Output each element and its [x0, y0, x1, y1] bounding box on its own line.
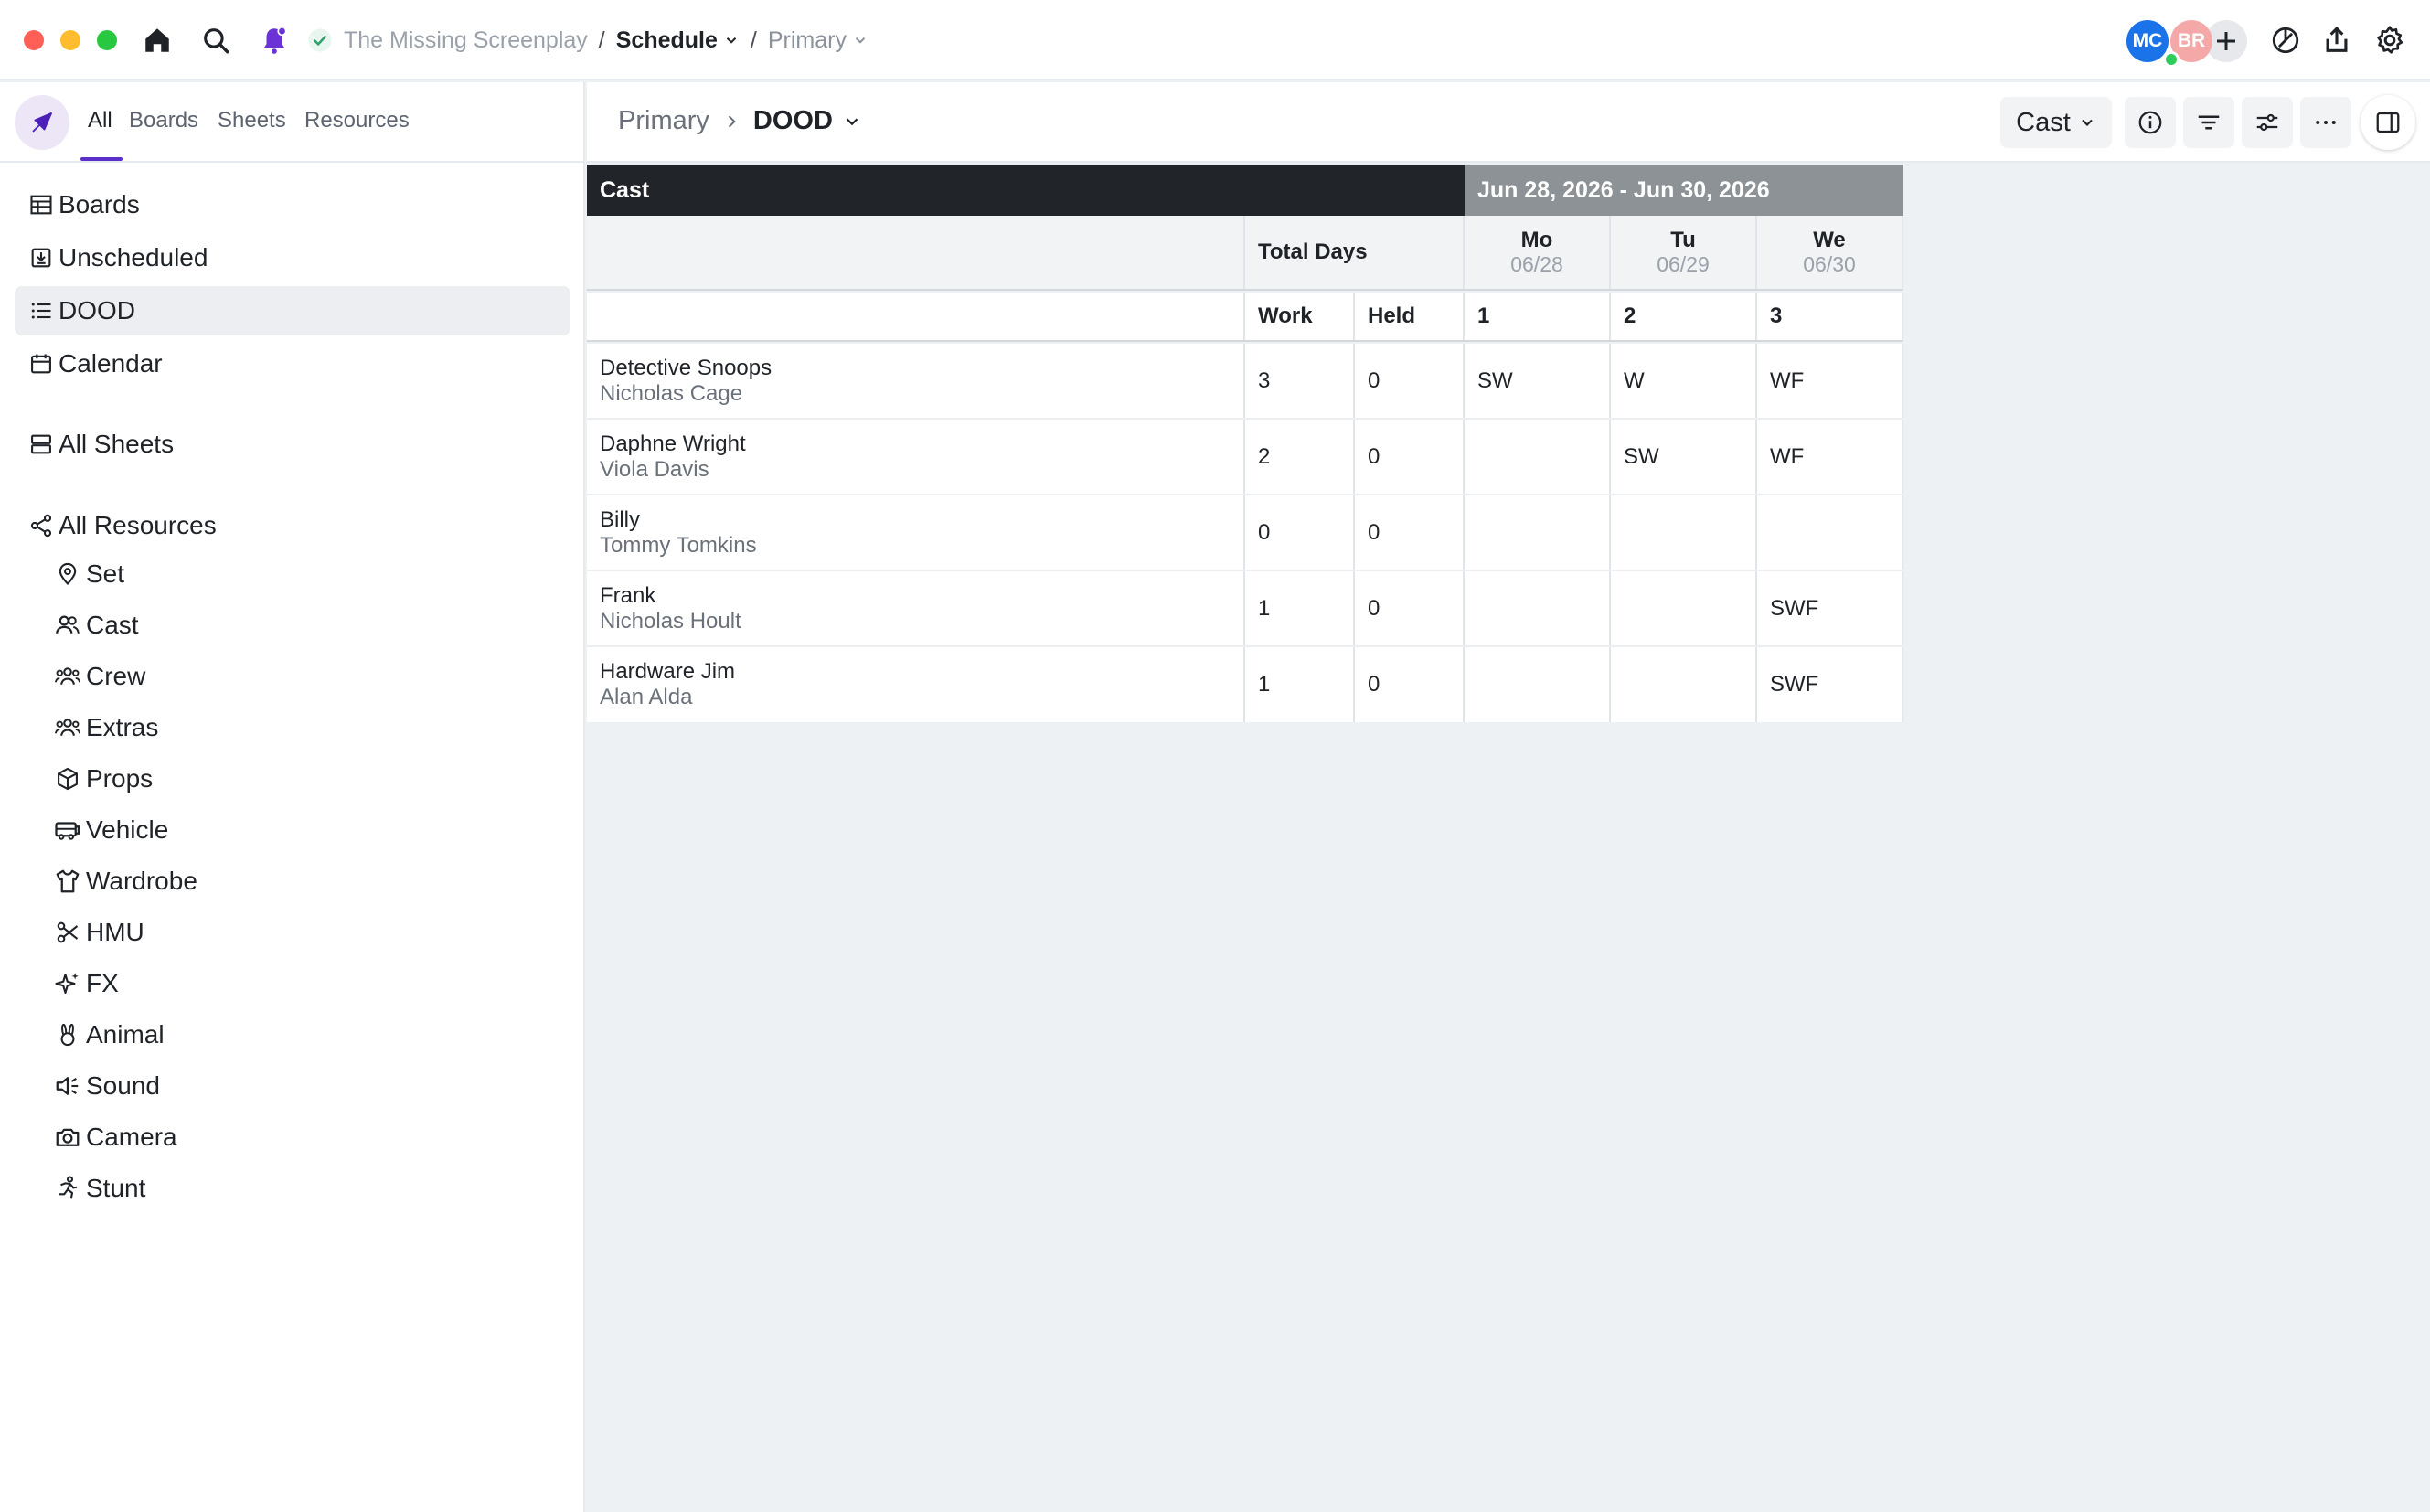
bell-icon[interactable] [254, 20, 294, 60]
table-row[interactable] [587, 647, 1903, 722]
users-icon [53, 611, 82, 640]
panel-toggle-icon[interactable] [2361, 95, 2415, 150]
day-cell[interactable] [1465, 571, 1611, 645]
resource-item-camera[interactable]: Camera [53, 1114, 177, 1160]
cast-name-cell[interactable]: Detective Snoops Nicholas Cage [587, 344, 1245, 418]
resource-item-extras[interactable]: Extras [53, 705, 158, 751]
day-cell[interactable]: WF [1757, 420, 1903, 494]
group-icon [53, 713, 82, 742]
table-header-days-row [587, 216, 1903, 291]
box-icon [53, 764, 82, 793]
day-header: Tu 06/29 [1611, 216, 1757, 289]
cast-name-cell[interactable]: Frank Nicholas Hoult [587, 571, 1245, 645]
list-icon [27, 297, 55, 325]
project-name-link[interactable]: The Missing Screenplay [344, 27, 588, 53]
name-column-header [587, 216, 1245, 289]
window-close-button[interactable] [24, 30, 44, 50]
resource-item-cast[interactable]: Cast [53, 602, 139, 648]
day-cell[interactable]: WF [1757, 344, 1903, 418]
day-cell[interactable]: SW [1465, 344, 1611, 418]
breadcrumb-primary-link[interactable]: Primary [618, 106, 709, 135]
camera-icon [53, 1123, 82, 1152]
sliders-icon[interactable] [2242, 97, 2293, 148]
view-breadcrumb [618, 106, 862, 136]
table-icon [27, 191, 55, 218]
day-cell[interactable] [1757, 495, 1903, 570]
cast-filter-dropdown[interactable]: Cast [2000, 97, 2112, 148]
bus-icon [53, 815, 82, 845]
tab-boards[interactable]: Boards [129, 108, 199, 133]
chevron-down-icon[interactable] [852, 32, 869, 48]
resource-item-stunt[interactable]: Stunt [53, 1166, 145, 1211]
chevron-down-icon[interactable] [723, 32, 740, 48]
resource-item-wardrobe[interactable]: Wardrobe [53, 858, 197, 904]
day-cell[interactable]: W [1611, 344, 1757, 418]
cast-header: Cast [587, 165, 1465, 216]
cast-name-cell[interactable]: Daphne Wright Viola Davis [587, 420, 1245, 494]
resource-item-animal[interactable]: Animal [53, 1012, 165, 1058]
active-tab-indicator [80, 157, 123, 161]
day-cell[interactable]: SWF [1757, 647, 1903, 722]
avatar[interactable]: MC [2126, 20, 2169, 62]
day-number-header: 2 [1611, 293, 1757, 340]
running-person-icon [53, 1174, 82, 1203]
total-days-header: Total Days [1245, 216, 1465, 289]
table-header-group-row [587, 165, 1903, 216]
search-icon[interactable] [196, 20, 236, 60]
shirt-icon [53, 867, 82, 896]
view-title-dropdown[interactable]: DOOD [752, 106, 833, 135]
held-cell: 0 [1355, 571, 1465, 645]
tab-sheets[interactable]: Sheets [218, 108, 286, 133]
map-pin-icon [53, 559, 82, 589]
share-icon[interactable] [2317, 20, 2357, 60]
day-number-header: 1 [1465, 293, 1611, 340]
sidebar-item-calendar[interactable]: Calendar [15, 339, 570, 389]
day-cell[interactable] [1611, 647, 1757, 722]
day-header: We 06/30 [1757, 216, 1903, 289]
activity-icon[interactable] [2265, 20, 2306, 60]
table-row[interactable] [587, 495, 1903, 571]
resource-item-fx[interactable]: FX [53, 961, 119, 1006]
sidebar-item-all-resources[interactable]: All Resources [15, 501, 570, 550]
sidebar-tabs [0, 82, 585, 163]
table-row[interactable] [587, 571, 1903, 647]
day-cell[interactable] [1611, 495, 1757, 570]
held-cell: 0 [1355, 344, 1465, 418]
home-icon[interactable] [137, 20, 177, 60]
resource-item-vehicle[interactable]: Vehicle [53, 807, 168, 853]
chevron-right-icon [722, 112, 741, 131]
primary-dropdown[interactable]: Primary [767, 27, 847, 53]
content-header [587, 82, 2430, 163]
work-cell: 1 [1245, 647, 1355, 722]
table-row[interactable] [587, 344, 1903, 420]
held-header: Held [1355, 293, 1465, 340]
day-cell[interactable] [1465, 420, 1611, 494]
group-icon [53, 662, 82, 691]
workspace-logo-icon[interactable] [15, 95, 69, 150]
info-icon[interactable] [2125, 97, 2176, 148]
cast-name-cell[interactable]: Hardware Jim Alan Alda [587, 647, 1245, 722]
top-bar [0, 0, 2430, 80]
table-subheader-row [587, 293, 1903, 342]
chevron-down-icon[interactable] [842, 112, 862, 132]
online-status-dot [2163, 51, 2180, 68]
sheets-icon [27, 431, 55, 458]
work-cell: 3 [1245, 344, 1355, 418]
sparkles-icon [53, 969, 82, 998]
held-cell: 0 [1355, 495, 1465, 570]
chevron-down-icon [2078, 113, 2096, 132]
held-cell: 0 [1355, 647, 1465, 722]
avatar[interactable]: BR [2170, 20, 2212, 62]
calendar-icon [27, 350, 55, 378]
day-number-header: 3 [1757, 293, 1903, 340]
window-minimize-button[interactable] [60, 30, 80, 50]
more-icon[interactable] [2300, 97, 2351, 148]
settings-icon[interactable] [2370, 20, 2410, 60]
sidebar [0, 82, 585, 1512]
held-cell: 0 [1355, 420, 1465, 494]
table-row[interactable] [587, 420, 1903, 495]
date-range-header: Jun 28, 2026 - Jun 30, 2026 [1465, 165, 1903, 216]
work-cell: 0 [1245, 495, 1355, 570]
scissors-icon [53, 918, 82, 947]
day-header: Mo 06/28 [1465, 216, 1611, 289]
work-cell: 1 [1245, 571, 1355, 645]
day-cell[interactable] [1465, 647, 1611, 722]
day-cell[interactable] [1611, 571, 1757, 645]
cast-name-cell[interactable]: Billy Tommy Tomkins [587, 495, 1245, 570]
resource-item-sound[interactable]: Sound [53, 1063, 160, 1109]
work-cell: 2 [1245, 420, 1355, 494]
check-circle-icon [302, 20, 338, 60]
window-zoom-button[interactable] [97, 30, 117, 50]
resource-item-hmu[interactable]: HMU [53, 910, 144, 955]
schedule-dropdown[interactable]: Schedule [615, 27, 718, 53]
name-subheader [587, 293, 1245, 340]
resource-item-props[interactable]: Props [53, 756, 153, 802]
rabbit-icon [53, 1020, 82, 1049]
resource-item-set[interactable]: Set [53, 551, 124, 597]
inbox-download-icon [27, 244, 55, 272]
work-header: Work [1245, 293, 1355, 340]
sidebar-item-boards[interactable]: Boards [15, 180, 570, 229]
tab-resources[interactable]: Resources [304, 108, 410, 133]
sidebar-item-dood[interactable]: DOOD [15, 286, 570, 335]
breadcrumb: The Missing Screenplay / Schedule / Primary [344, 22, 869, 59]
day-cell[interactable]: SW [1611, 420, 1757, 494]
filter-icon[interactable] [2183, 97, 2234, 148]
tab-all[interactable]: All [88, 108, 112, 133]
speaker-icon [53, 1071, 82, 1101]
share-nodes-icon [27, 512, 55, 539]
day-cell[interactable]: SWF [1757, 571, 1903, 645]
sidebar-item-unscheduled[interactable]: Unscheduled [15, 233, 570, 282]
sidebar-item-all-sheets[interactable]: All Sheets [15, 420, 570, 469]
resource-item-crew[interactable]: Crew [53, 654, 145, 699]
day-cell[interactable] [1465, 495, 1611, 570]
